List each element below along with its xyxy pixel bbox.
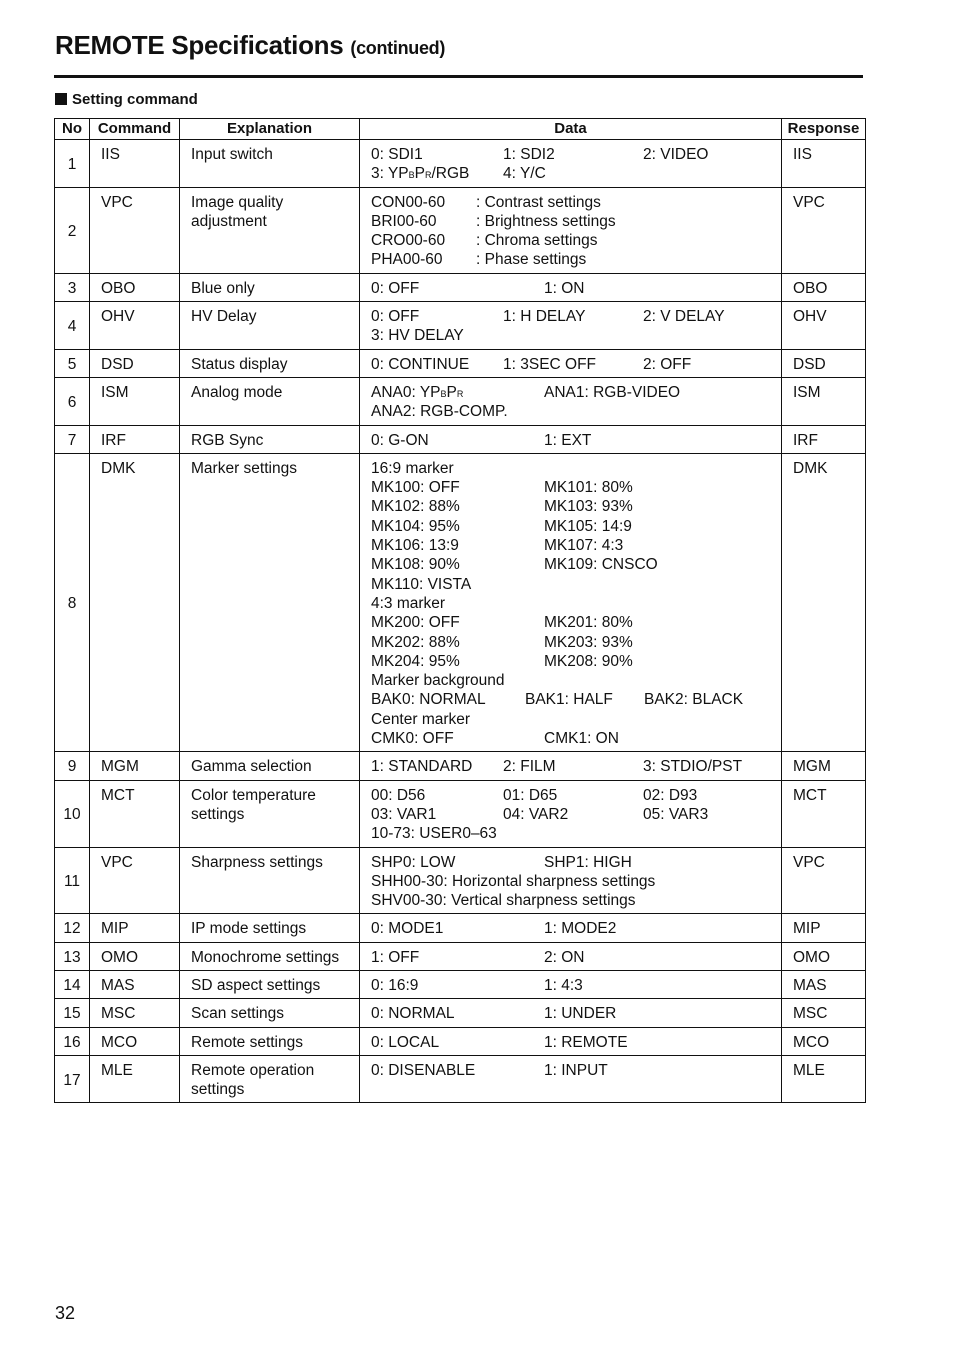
data-value: : Chroma settings bbox=[476, 232, 598, 250]
setting-command-table bbox=[54, 118, 866, 1103]
row-number: 3 bbox=[55, 273, 90, 301]
page-number: 32 bbox=[55, 1303, 76, 1323]
table-row bbox=[55, 425, 866, 453]
command-cell: IIS bbox=[90, 140, 180, 188]
data-line bbox=[371, 459, 781, 478]
data-value: 1: MODE2 bbox=[544, 920, 617, 938]
data-line bbox=[371, 193, 781, 212]
data-value: 00: D56 bbox=[371, 786, 426, 804]
data-line bbox=[371, 279, 781, 298]
data-value: CON00-60 bbox=[371, 193, 446, 211]
data-line bbox=[371, 613, 781, 632]
explanation-line: Monochrome settings bbox=[191, 948, 340, 966]
data-line bbox=[371, 891, 781, 910]
data-value: 0: CONTINUE bbox=[371, 355, 470, 373]
table-row bbox=[55, 302, 866, 350]
page-title-text: REMOTE Specifications bbox=[55, 30, 344, 60]
data-line bbox=[371, 690, 781, 709]
data-line bbox=[371, 478, 781, 497]
data-cell bbox=[360, 1027, 782, 1055]
square-bullet-icon bbox=[55, 93, 67, 105]
command-cell: ISM bbox=[90, 377, 180, 425]
title-rule bbox=[54, 75, 863, 78]
explanation-line: Sharpness settings bbox=[191, 853, 323, 871]
data-line bbox=[371, 326, 781, 345]
row-number: 1 bbox=[55, 140, 90, 188]
explanation-cell bbox=[180, 302, 360, 350]
data-line bbox=[371, 431, 781, 450]
response-cell: MCO bbox=[782, 1027, 866, 1055]
explanation-cell bbox=[180, 999, 360, 1027]
data-cell bbox=[360, 187, 782, 273]
command-cell: MSC bbox=[90, 999, 180, 1027]
table-row bbox=[55, 1055, 866, 1103]
explanation-line: Analog mode bbox=[191, 383, 283, 401]
data-line bbox=[371, 145, 781, 164]
explanation-line: Image quality bbox=[191, 193, 284, 211]
data-value: 0: LOCAL bbox=[371, 1033, 440, 1051]
command-cell: OHV bbox=[90, 302, 180, 350]
data-value: SHV00-30: Vertical sharpness settings bbox=[371, 892, 636, 910]
data-value: MK103: 93% bbox=[544, 498, 633, 516]
data-value: 2: V DELAY bbox=[643, 308, 725, 326]
data-value: : Brightness settings bbox=[476, 212, 616, 230]
column-header-no: No bbox=[55, 119, 90, 140]
row-number: 7 bbox=[55, 425, 90, 453]
data-value: 0: DISENABLE bbox=[371, 1061, 476, 1079]
row-number: 11 bbox=[55, 847, 90, 914]
command-cell: VPC bbox=[90, 187, 180, 273]
row-number: 17 bbox=[55, 1055, 90, 1103]
table-row bbox=[55, 780, 866, 847]
column-header-command: Command bbox=[90, 119, 180, 140]
data-value: 4: Y/C bbox=[503, 165, 546, 183]
column-header-data: Data bbox=[360, 119, 782, 140]
data-value: MK208: 90% bbox=[544, 652, 633, 670]
data-line bbox=[371, 212, 781, 231]
data-value: 0: NORMAL bbox=[371, 1005, 455, 1023]
table-row bbox=[55, 1027, 866, 1055]
data-value: 1: EXT bbox=[544, 431, 592, 449]
data-line bbox=[371, 355, 781, 374]
data-cell bbox=[360, 377, 782, 425]
data-value: SHP0: LOW bbox=[371, 853, 456, 871]
row-number: 10 bbox=[55, 780, 90, 847]
explanation-cell bbox=[180, 187, 360, 273]
data-cell bbox=[360, 349, 782, 377]
data-line bbox=[371, 164, 781, 183]
explanation-line: settings bbox=[191, 805, 245, 823]
data-value: MK100: OFF bbox=[371, 479, 460, 497]
response-cell: OBO bbox=[782, 273, 866, 301]
explanation-line: Blue only bbox=[191, 279, 255, 297]
explanation-cell bbox=[180, 780, 360, 847]
data-line bbox=[371, 402, 781, 421]
data-value: 0: OFF bbox=[371, 279, 420, 297]
data-line bbox=[371, 652, 781, 671]
data-line bbox=[371, 853, 781, 872]
row-number: 8 bbox=[55, 453, 90, 751]
data-value: BAK1: HALF bbox=[525, 691, 613, 709]
data-value: BAK2: BLACK bbox=[644, 691, 744, 709]
data-cell bbox=[360, 302, 782, 350]
data-value: 4:3 marker bbox=[371, 594, 446, 612]
data-value: Center marker bbox=[371, 710, 471, 728]
row-number: 14 bbox=[55, 970, 90, 998]
data-value: 1: ON bbox=[544, 279, 585, 297]
row-number: 9 bbox=[55, 752, 90, 780]
data-line bbox=[371, 1004, 781, 1023]
command-cell: MCO bbox=[90, 1027, 180, 1055]
data-cell bbox=[360, 847, 782, 914]
data-value: 16:9 marker bbox=[371, 459, 454, 477]
data-value: MK204: 95% bbox=[371, 652, 460, 670]
data-value: 0: SDI1 bbox=[371, 146, 423, 163]
data-value: ANA2: RGB-COMP. bbox=[371, 403, 508, 421]
command-cell: MLE bbox=[90, 1055, 180, 1103]
command-cell: MGM bbox=[90, 752, 180, 780]
data-value: 2: VIDEO bbox=[643, 146, 709, 163]
table-header-row bbox=[55, 119, 866, 140]
data-line bbox=[371, 1061, 781, 1080]
data-value: MK202: 88% bbox=[371, 633, 460, 651]
table-row bbox=[55, 847, 866, 914]
data-value: : Contrast settings bbox=[476, 193, 601, 211]
data-value: MK102: 88% bbox=[371, 498, 460, 516]
row-number: 2 bbox=[55, 187, 90, 273]
data-value: 3: HV DELAY bbox=[371, 327, 464, 345]
data-cell bbox=[360, 942, 782, 970]
data-line bbox=[371, 757, 781, 776]
data-line bbox=[371, 231, 781, 250]
table-row bbox=[55, 349, 866, 377]
data-line bbox=[371, 919, 781, 938]
data-cell bbox=[360, 970, 782, 998]
response-cell: MGM bbox=[782, 752, 866, 780]
data-value: 3: YPBPR/RGB bbox=[371, 165, 470, 183]
response-cell: MAS bbox=[782, 970, 866, 998]
row-number: 12 bbox=[55, 914, 90, 942]
data-cell bbox=[360, 914, 782, 942]
data-line bbox=[371, 575, 781, 594]
data-value: 05: VAR3 bbox=[643, 805, 709, 823]
explanation-line: adjustment bbox=[191, 212, 267, 230]
response-cell: MIP bbox=[782, 914, 866, 942]
data-value: MK201: 80% bbox=[544, 614, 633, 632]
data-line bbox=[371, 536, 781, 555]
data-value: SHH00-30: Horizontal sharpness settings bbox=[371, 872, 656, 890]
data-cell bbox=[360, 752, 782, 780]
column-header-response: Response bbox=[782, 119, 866, 140]
data-line bbox=[371, 497, 781, 516]
response-cell: VPC bbox=[782, 847, 866, 914]
data-line bbox=[371, 555, 781, 574]
response-cell: MSC bbox=[782, 999, 866, 1027]
section-heading-text: Setting command bbox=[72, 91, 198, 108]
table-row bbox=[55, 377, 866, 425]
data-value: MK107: 4:3 bbox=[544, 537, 624, 555]
explanation-cell bbox=[180, 970, 360, 998]
explanation-cell bbox=[180, 425, 360, 453]
explanation-cell bbox=[180, 273, 360, 301]
command-cell: DSD bbox=[90, 349, 180, 377]
table-row bbox=[55, 999, 866, 1027]
data-value: MK104: 95% bbox=[371, 517, 460, 535]
row-number: 5 bbox=[55, 349, 90, 377]
data-value: MK106: 13:9 bbox=[371, 537, 459, 555]
data-value: 2: OFF bbox=[643, 355, 692, 373]
explanation-cell bbox=[180, 349, 360, 377]
data-line bbox=[371, 1033, 781, 1052]
response-cell: IRF bbox=[782, 425, 866, 453]
explanation-line: Remote settings bbox=[191, 1033, 303, 1051]
data-value: 2: ON bbox=[544, 948, 585, 966]
explanation-line: Input switch bbox=[191, 146, 273, 163]
table-row bbox=[55, 453, 866, 751]
explanation-line: Scan settings bbox=[191, 1005, 285, 1023]
explanation-line: settings bbox=[191, 1081, 245, 1099]
response-cell: DSD bbox=[782, 349, 866, 377]
data-value: 04: VAR2 bbox=[503, 805, 569, 823]
data-line bbox=[371, 250, 781, 269]
explanation-line: Marker settings bbox=[191, 459, 297, 477]
explanation-cell bbox=[180, 942, 360, 970]
data-value: ANA0: YPBPR bbox=[371, 383, 464, 401]
data-value: 1: OFF bbox=[371, 948, 420, 966]
response-cell: VPC bbox=[782, 187, 866, 273]
data-value: 1: REMOTE bbox=[544, 1033, 628, 1051]
table-row bbox=[55, 187, 866, 273]
data-line bbox=[371, 805, 781, 824]
data-cell bbox=[360, 425, 782, 453]
data-value: 1: STANDARD bbox=[371, 758, 473, 776]
data-value: CRO00-60 bbox=[371, 232, 446, 250]
data-value: 02: D93 bbox=[643, 786, 698, 804]
data-value: 1: 4:3 bbox=[544, 976, 583, 994]
data-cell bbox=[360, 453, 782, 751]
data-value: 0: MODE1 bbox=[371, 920, 444, 938]
data-line bbox=[371, 383, 781, 402]
data-value: MK203: 93% bbox=[544, 633, 633, 651]
page-title bbox=[55, 30, 445, 61]
table-row bbox=[55, 970, 866, 998]
explanation-cell bbox=[180, 752, 360, 780]
data-value: 1: UNDER bbox=[544, 1005, 617, 1023]
row-number: 16 bbox=[55, 1027, 90, 1055]
explanation-cell bbox=[180, 453, 360, 751]
response-cell: MLE bbox=[782, 1055, 866, 1103]
data-cell bbox=[360, 999, 782, 1027]
data-line bbox=[371, 594, 781, 613]
response-cell: DMK bbox=[782, 453, 866, 751]
data-value: MK108: 90% bbox=[371, 556, 460, 574]
data-value: : Phase settings bbox=[476, 251, 587, 269]
explanation-line: Gamma selection bbox=[191, 758, 312, 776]
data-value: 2: FILM bbox=[503, 758, 556, 776]
explanation-cell bbox=[180, 914, 360, 942]
explanation-line: Status display bbox=[191, 355, 288, 373]
data-value: MK110: VISTA bbox=[371, 575, 472, 593]
explanation-line: RGB Sync bbox=[191, 431, 264, 449]
explanation-line: SD aspect settings bbox=[191, 976, 321, 994]
table-row bbox=[55, 140, 866, 188]
response-cell: ISM bbox=[782, 377, 866, 425]
data-line bbox=[371, 948, 781, 967]
data-value: BRI00-60 bbox=[371, 212, 437, 230]
table-row bbox=[55, 273, 866, 301]
data-value: 1: H DELAY bbox=[503, 308, 586, 326]
explanation-line: Remote operation bbox=[191, 1061, 315, 1079]
data-value: MK101: 80% bbox=[544, 479, 633, 497]
command-cell: OMO bbox=[90, 942, 180, 970]
data-value: CMK0: OFF bbox=[371, 730, 454, 748]
table-row bbox=[55, 942, 866, 970]
data-value: SHP1: HIGH bbox=[544, 853, 632, 871]
data-line bbox=[371, 671, 781, 690]
row-number: 4 bbox=[55, 302, 90, 350]
data-cell bbox=[360, 1055, 782, 1103]
data-line bbox=[371, 824, 781, 843]
explanation-cell bbox=[180, 377, 360, 425]
row-number: 13 bbox=[55, 942, 90, 970]
data-value: CMK1: ON bbox=[544, 730, 619, 748]
section-heading bbox=[55, 91, 198, 108]
data-value: MK105: 14:9 bbox=[544, 517, 632, 535]
data-cell bbox=[360, 140, 782, 188]
explanation-cell bbox=[180, 1055, 360, 1103]
data-value: MK109: CNSCO bbox=[544, 556, 658, 574]
explanation-cell bbox=[180, 847, 360, 914]
data-value: 10-73: USER0–63 bbox=[371, 825, 497, 843]
data-value: BAK0: NORMAL bbox=[371, 691, 486, 709]
data-value: 1: INPUT bbox=[544, 1061, 608, 1079]
data-line bbox=[371, 729, 781, 748]
data-value: 0: 16:9 bbox=[371, 976, 419, 994]
data-value: 1: SDI2 bbox=[503, 146, 555, 163]
page-subtitle: (continued) bbox=[350, 38, 446, 58]
data-value: ANA1: RGB-VIDEO bbox=[544, 383, 681, 401]
data-value: 0: G-ON bbox=[371, 431, 429, 449]
command-cell: DMK bbox=[90, 453, 180, 751]
data-value: MK200: OFF bbox=[371, 614, 460, 632]
data-value: 3: STDIO/PST bbox=[643, 758, 743, 776]
data-line bbox=[371, 976, 781, 995]
data-cell bbox=[360, 780, 782, 847]
explanation-cell bbox=[180, 140, 360, 188]
explanation-line: IP mode settings bbox=[191, 920, 307, 938]
table-row bbox=[55, 914, 866, 942]
data-value: 01: D65 bbox=[503, 786, 558, 804]
data-line bbox=[371, 633, 781, 652]
data-value: PHA00-60 bbox=[371, 251, 443, 269]
data-line bbox=[371, 872, 781, 891]
response-cell: MCT bbox=[782, 780, 866, 847]
data-value: 03: VAR1 bbox=[371, 805, 437, 823]
data-value: 0: OFF bbox=[371, 308, 420, 326]
data-value: 1: 3SEC OFF bbox=[503, 355, 597, 373]
response-cell: IIS bbox=[782, 140, 866, 188]
column-header-explanation: Explanation bbox=[180, 119, 360, 140]
table-row bbox=[55, 752, 866, 780]
table-body bbox=[55, 140, 866, 1103]
response-cell: OMO bbox=[782, 942, 866, 970]
explanation-line: HV Delay bbox=[191, 308, 257, 326]
data-line bbox=[371, 307, 781, 326]
explanation-line: Color temperature bbox=[191, 786, 316, 804]
explanation-cell bbox=[180, 1027, 360, 1055]
command-cell: OBO bbox=[90, 273, 180, 301]
response-cell: OHV bbox=[782, 302, 866, 350]
row-number: 15 bbox=[55, 999, 90, 1027]
data-line bbox=[371, 710, 781, 729]
command-cell: MCT bbox=[90, 780, 180, 847]
data-line bbox=[371, 517, 781, 536]
data-line bbox=[371, 786, 781, 805]
command-cell: IRF bbox=[90, 425, 180, 453]
command-cell: MIP bbox=[90, 914, 180, 942]
data-value: Marker background bbox=[371, 672, 505, 690]
data-cell bbox=[360, 273, 782, 301]
command-cell: MAS bbox=[90, 970, 180, 998]
row-number: 6 bbox=[55, 377, 90, 425]
command-cell: VPC bbox=[90, 847, 180, 914]
